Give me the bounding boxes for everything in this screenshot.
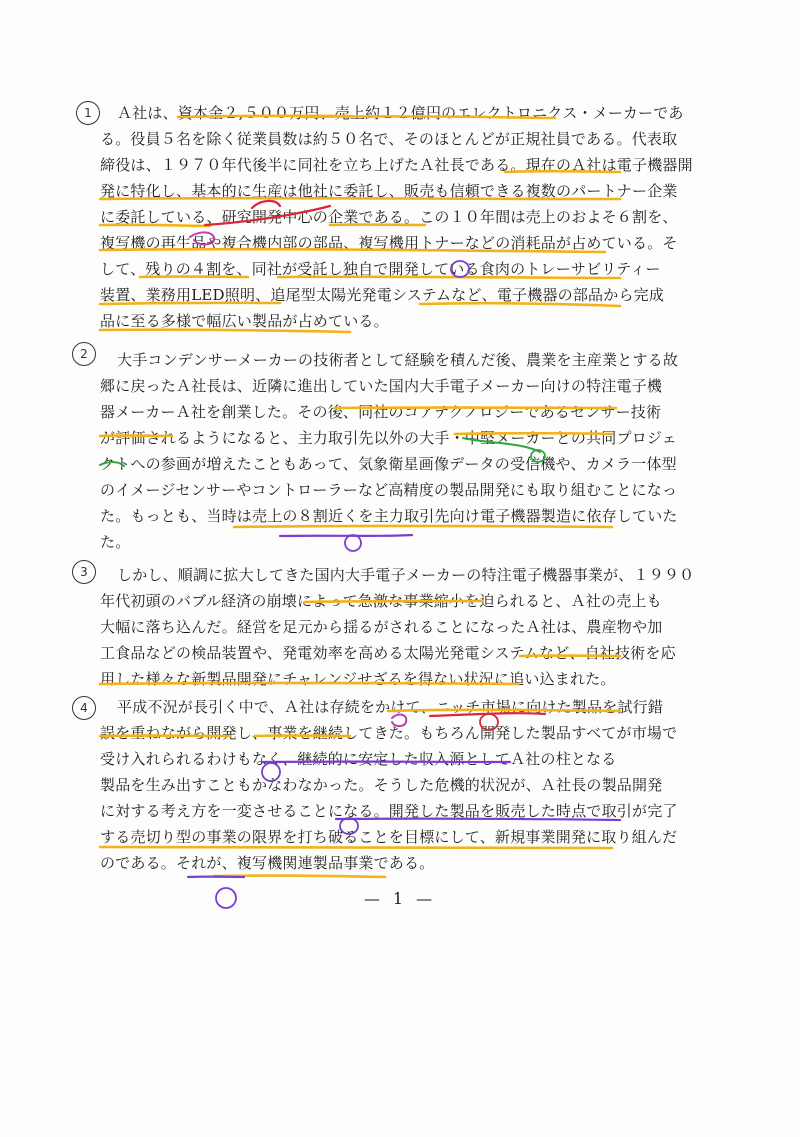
text-line: 大幅に落ち込んだ。経営を足元から揺るがされることになったＡ社は、農産物や加 xyxy=(100,618,663,636)
page-number: — 1 — xyxy=(363,889,437,908)
text-line: 複写機の再生品や複合機内部の部品、複写機用トナーなどの消耗品が占めている。そ xyxy=(100,234,678,252)
text-line: に委託している、研究開発中心の企業である。この１０年間は売上のおよそ６割を、 xyxy=(100,208,678,226)
text-line: しかし、順調に拡大してきた国内大手電子メーカーの特注電子機器事業が、１９９０ xyxy=(117,566,695,584)
paragraph-marker-2: 2 xyxy=(72,342,96,366)
paragraph-3 xyxy=(100,562,695,692)
text-line: 製品を生み出すこともかなわなかった。そうした危機的状況が、Ａ社長の製品開発 xyxy=(100,776,663,794)
text-line: た。もっとも、当時は売上の８割近くを主力取引先向け電子機器製造に依存していた xyxy=(100,507,678,525)
text-line: 工食品などの検品装置や、発電効率を高める太陽光発電システムなど、自社技術を応 xyxy=(100,644,676,662)
text-line: クトへの参画が増えたこともあって、気象衛星画像データの受信機や、カメラ一体型 xyxy=(100,455,677,473)
paragraph-4 xyxy=(100,694,678,876)
text-line: 用した様々な新製品開発にチャレンジせざるを得ない状況に追い込まれた。 xyxy=(100,670,616,688)
text-line: た。 xyxy=(100,533,131,551)
paragraph-2 xyxy=(100,347,679,555)
text-line: 受け入れられるわけもなく、継続的に安定した収入源としてＡ社の柱となる xyxy=(100,750,617,768)
text-line: 装置、業務用LED照明、追尾型太陽光発電システムなど、電子機器の部品から完成 xyxy=(100,286,665,304)
text-line: する売切り型の事業の限界を打ち破ることを目標にして、新規事業開発に取り組んだ xyxy=(100,828,678,846)
paragraph-1 xyxy=(100,100,693,334)
text-line: 発に特化し、基本的に生産は他社に委託し、販売も信頼できる複数のパートナー企業 xyxy=(100,182,678,200)
text-line: のである。それが、複写機関連製品事業である。 xyxy=(100,854,435,872)
text-line: が評価されるようになると、主力取引先以外の大手・中堅メーカーとの共同プロジェ xyxy=(100,429,678,447)
paragraph-marker-3: 3 xyxy=(72,560,96,584)
text-line: 年代初頭のバブル経済の崩壊によって急激な事業縮小を迫られると、Ａ社の売上も xyxy=(100,592,662,610)
text-line: 締役は、１９７０年代後半に同社を立ち上げたＡ社長である。現在のＡ社は電子機器開 xyxy=(100,156,693,174)
text-line: 器メーカーＡ社を創業した。その後、同社のコアテクノロジーであるセンサー技術 xyxy=(100,403,662,421)
text-line: 誤を重ねながら開発し、事業を継続してきた。もちろん開発した製品すべてが市場で xyxy=(100,724,678,742)
text-line: Ａ社は、資本金２,５００万円、売上約１２億円のエレクトロニクス・メーカーであ xyxy=(117,104,684,122)
paragraph-marker-4: 4 xyxy=(72,696,96,720)
paragraph-marker-1: 1 xyxy=(76,101,100,125)
text-line: のイメージセンサーやコントローラーなど高精度の製品開発にも取り組むことになっ xyxy=(100,481,678,499)
text-line: 品に至る多様で幅広い製品が占めている。 xyxy=(100,312,389,330)
text-line: して、残りの４割を、同社が受託し独自で開発している食肉のトレーサビリティー xyxy=(100,260,661,278)
text-line: 平成不況が長引く中で、Ａ社は存続をかけて、ニッチ市場に向けた製品を試行錯 xyxy=(117,698,664,716)
text-line: る。役員５名を除く従業員数は約５０名で、そのほとんどが正規社員である。代表取 xyxy=(100,130,678,148)
text-line: 大手コンデンサーメーカーの技術者として経験を積んだ後、農業を主産業とする故 xyxy=(117,351,679,369)
text-line: 郷に戻ったＡ社長は、近隣に進出していた国内大手電子メーカー向けの特注電子機 xyxy=(100,377,663,395)
text-line: に対する考え方を一変させることになる。開発した製品を販売した時点で取引が完了 xyxy=(100,802,678,820)
